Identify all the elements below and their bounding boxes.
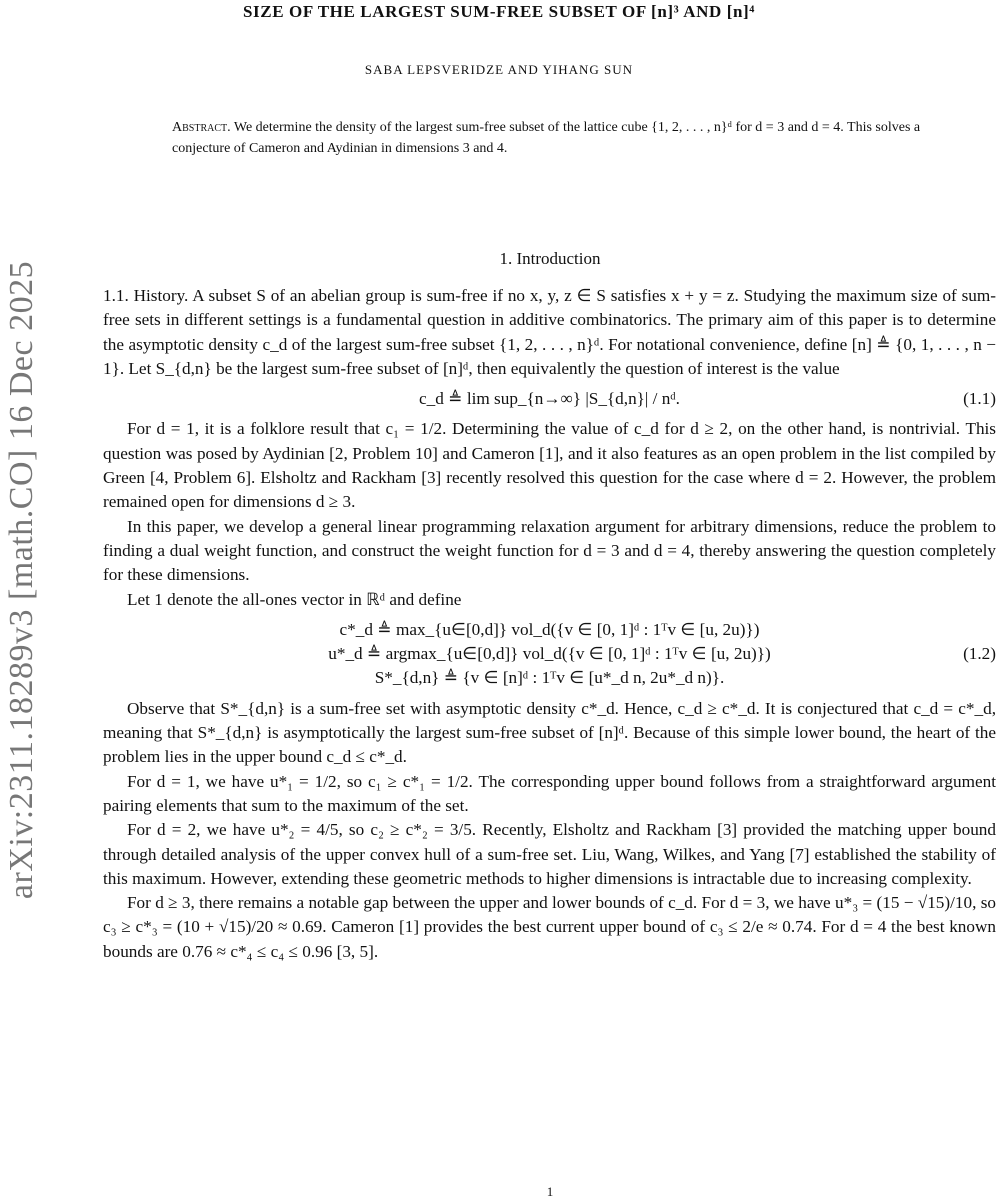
section-heading: 1. Introduction	[499, 249, 601, 268]
equation-1-1-body: c_d ≜ lim sup_{n→∞} |S_{d,n}| / nᵈ.	[419, 389, 680, 409]
arxiv-identifier: arXiv:2311.18289v3 [math.CO] 16 Dec 2025	[3, 260, 40, 900]
paragraph-define: Let 1 denote the all-ones vector in ℝᵈ and define	[127, 589, 462, 609]
equation-1-2-line-b: u*_d ≜ argmax_{u∈[0,d]} vol_d({v ∈ [0, 1]ᵈ : 1ᵀv ∈ [u, 2u)})	[328, 644, 771, 664]
paragraph-approach: In this paper, we develop a general linear programming relaxation argument for arbitrary dimensions, reduce the problem to finding a dual weight function, and construct the weight function for d = 3 and d = 4, thereby answering the question completely for these dimensions.	[103, 516, 996, 585]
paragraph-d2: For d = 2, we have u*₂ = 4/5, so c₂ ≥ c*₂ = 3/5. Recently, Elsholtz and Rackham [3] provided the matching upper bound through detailed analysis of the upper convex hull of a sum-free set. Liu, Wang, Wilkes, and Yang [7] established the stability of this maximum. However, extending these geometric methods to higher dimensions is intractable due to increasing complexity.	[103, 820, 996, 888]
equation-1-2	[103, 618, 996, 691]
equation-1-1-number: (1.1)	[963, 389, 996, 409]
arxiv-sidebar	[2, 0, 42, 1200]
equation-1-2-number: (1.2)	[963, 644, 996, 664]
paragraph-folklore: For d = 1, it is a folklore result that c₁ = 1/2. Determining the value of c_d for d ≥ 2, on the other hand, is nontrivial. This question was posed by Aydinian [2, Problem 10] and Cameron [1], and it also features as an open problem in the list compiled by Green [4, Problem 6]. Elsholtz and Rackham [3] recently resolved this question for the case where d = 2. However, the problem remained open for dimensions d ≥ 3.	[103, 419, 996, 512]
equation-1-2-line-c: S*_{d,n} ≜ {v ∈ [n]ᵈ : 1ᵀv ∈ [u*_d n, 2u*_d n)}.	[374, 668, 725, 688]
abstract-text: We determine the density of the largest sum-free subset of the lattice cube {1, 2, . . . , n}ᵈ for d = 3 and d = 4. This solves a conjecture of Cameron and Aydinian in dimensions 3 and 4.	[172, 120, 921, 156]
abstract	[172, 117, 932, 159]
paragraph-d1: For d = 1, we have u*₁ = 1/2, so c₁ ≥ c*₁ = 1/2. The corresponding upper bound follows from a straightforward argument pairing elements that sum to the maximum of the set.	[103, 771, 996, 815]
paper-authors: SABA LEPSVERIDZE AND YIHANG SUN	[364, 62, 634, 77]
paragraph-d3: For d ≥ 3, there remains a notable gap between the upper and lower bounds of c_d. For d = 3, we have u*₃ = (15 − √15)/10, so c₃ ≥ c*₃ = (10 + √15)/20 ≈ 0.69. Cameron [1] provides the best current upper bound of c₃ ≤ 2/e ≈ 0.74. For d = 4 the best known bounds are 0.76 ≈ c*₄ ≤ c₄ ≤ 0.96 [3, 5].	[103, 893, 996, 961]
equation-1-2-line-a: c*_d ≜ max_{u∈[0,d]} vol_d({v ∈ [0, 1]ᵈ : 1ᵀv ∈ [u, 2u)})	[339, 619, 760, 639]
paragraph-observe: Observe that S*_{d,n} is a sum-free set with asymptotic density c*_d. Hence, c_d ≥ c*_d. It is conjectured that c_d = c*_d, meaning that S*_{d,n} is asymptotically the largest sum-free subset of [n]ᵈ. Because of this simple lower bound, the heart of the problem lies in the upper bound c_d ≤ c*_d.	[103, 698, 996, 767]
paragraph-history: 1.1. History. A subset S of an abelian group is sum-free if no x, y, z ∈ S satisfies x + y = z. Studying the maximum size of sum-free sets in different settings is a fundamental question in additive combinatorics. The primary aim of this paper is to determine the asymptotic density c_d of the largest sum-free subset {1, 2, . . . , n}ᵈ. For notational convenience, define [n] ≜ {0, 1, . . . , n − 1}. Let S_{d,n} be the largest sum-free subset of [n]ᵈ, then equivalently the question of interest is the value	[103, 286, 996, 378]
paper-title: SIZE OF THE LARGEST SUM-FREE SUBSET OF [n]³ AND [n]⁴	[243, 2, 755, 21]
main-text	[103, 284, 996, 964]
abstract-label: Abstract.	[172, 120, 231, 135]
equation-1-1	[103, 387, 996, 411]
page-number: 1	[546, 1184, 554, 1199]
